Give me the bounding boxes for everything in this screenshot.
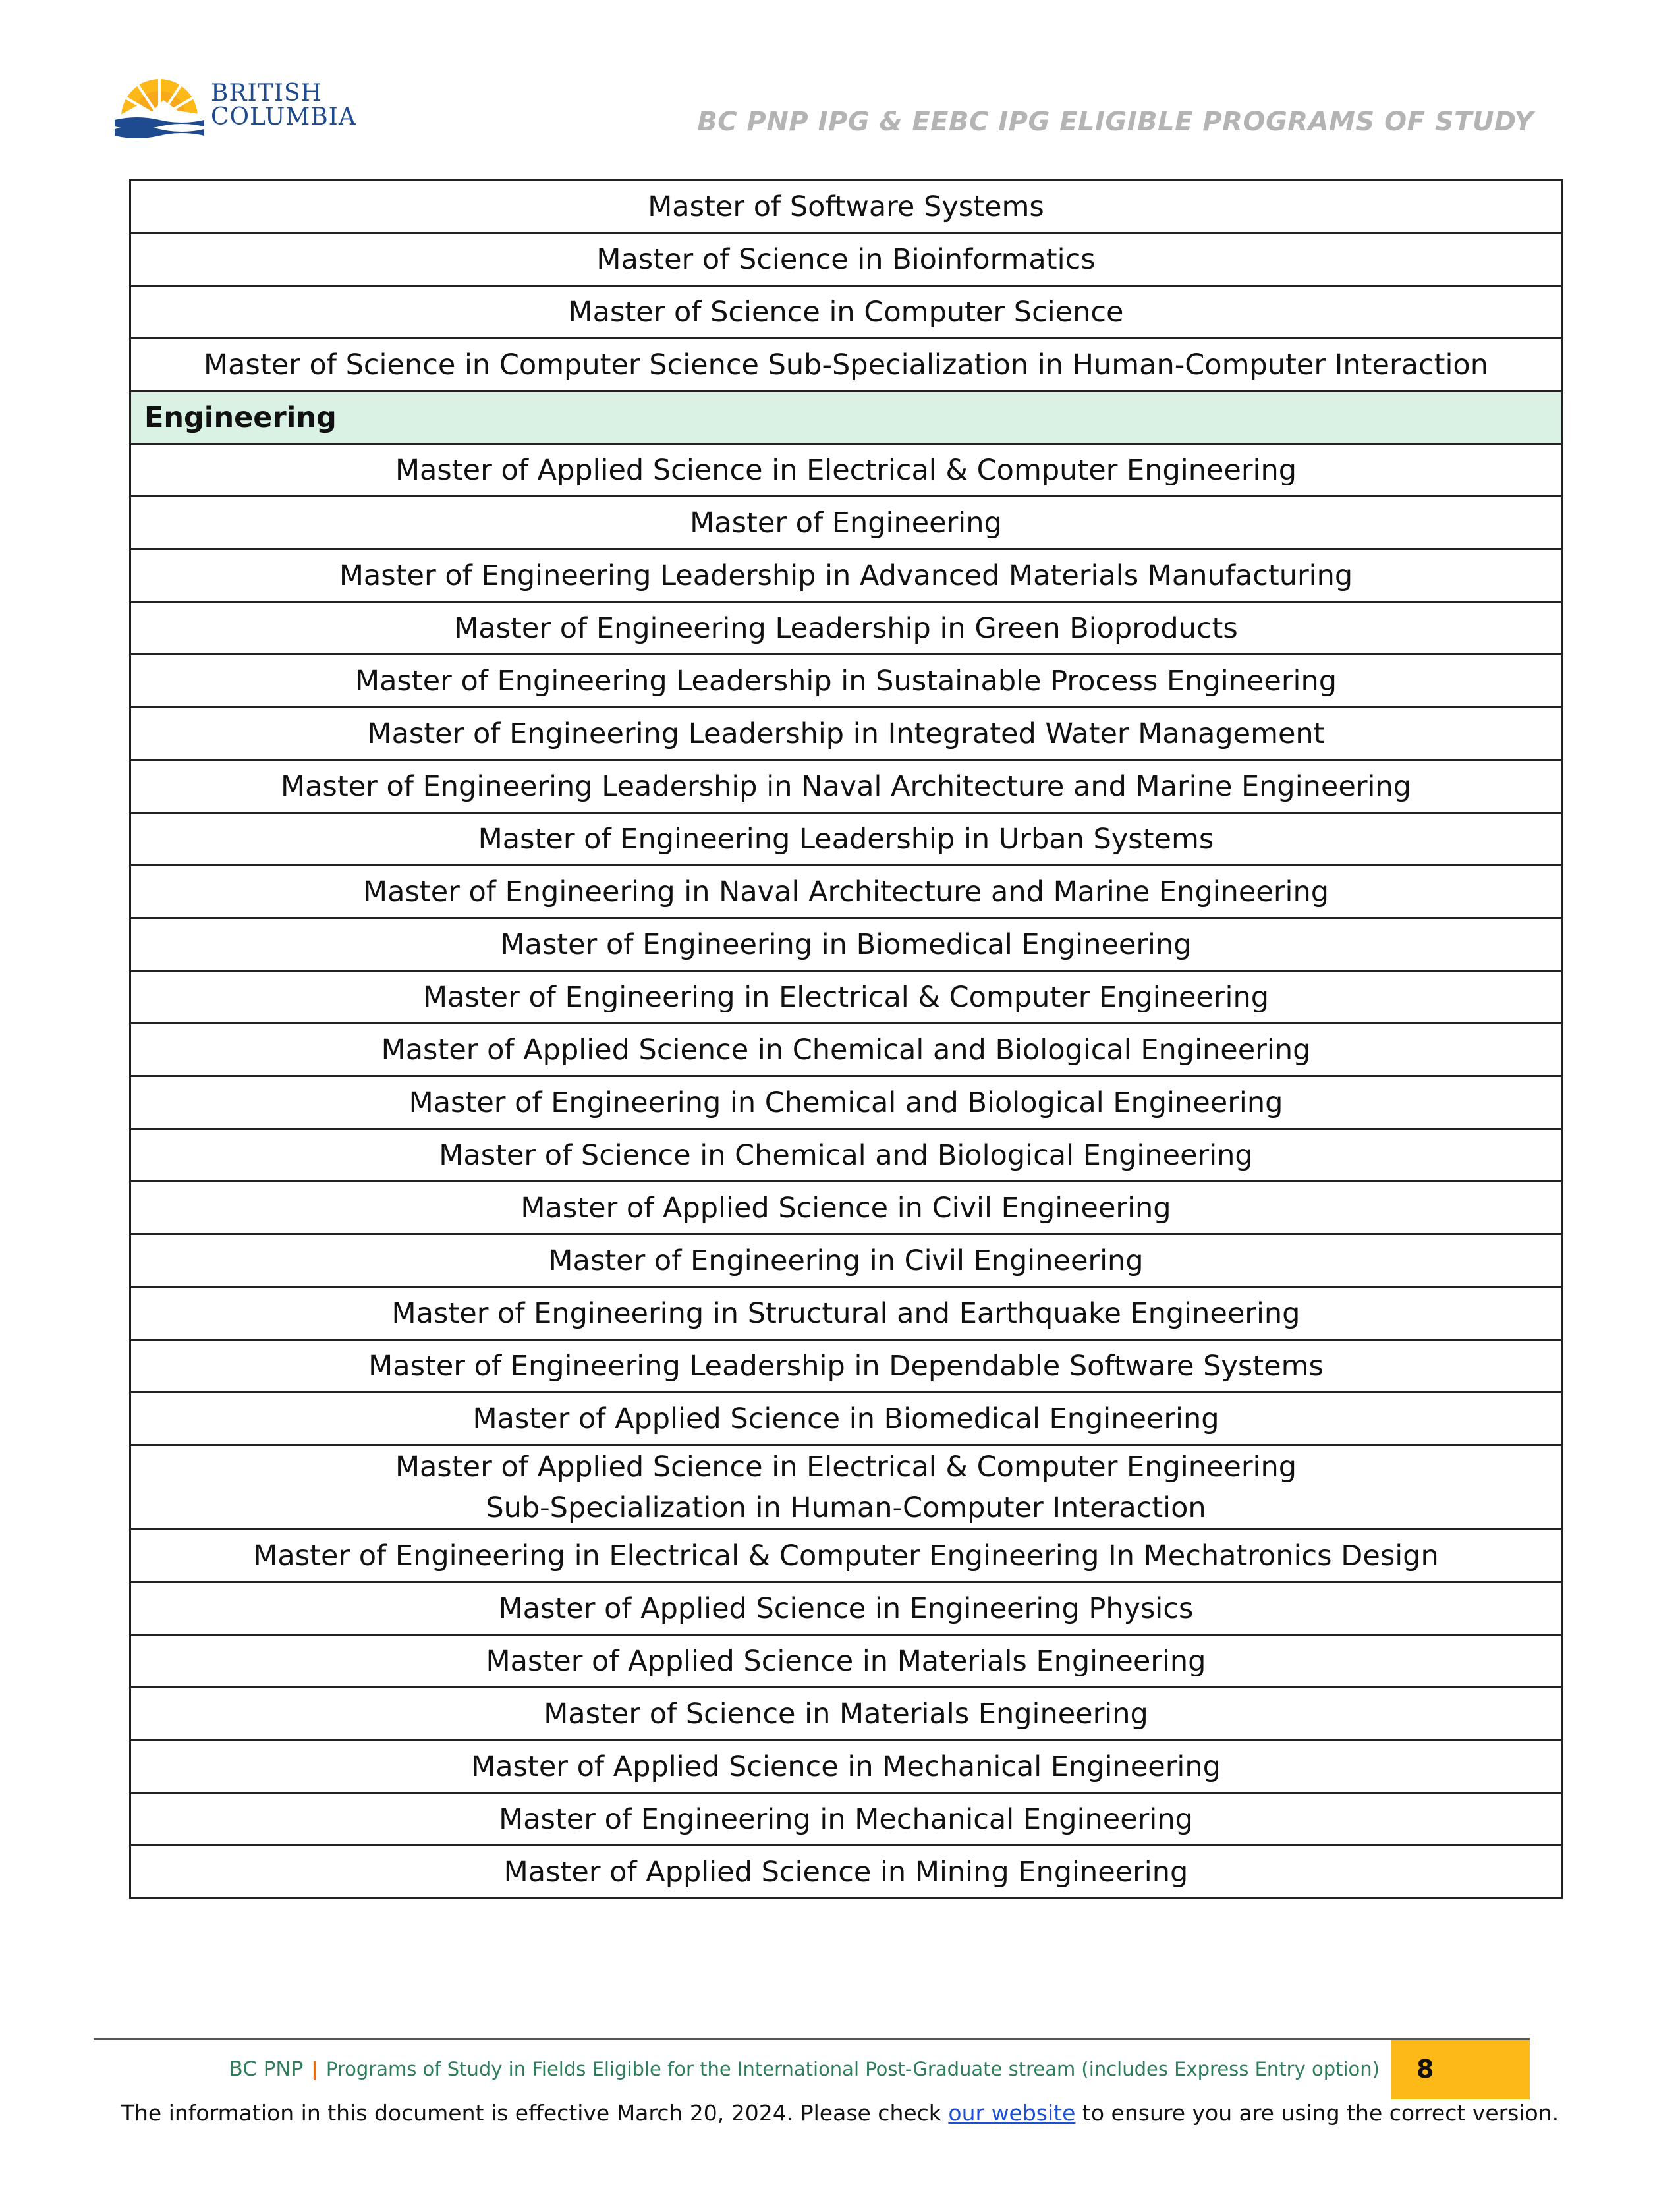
program-name: Master of Applied Science in Electrical & Computer Engineering	[130, 444, 1562, 497]
program-row	[130, 497, 1562, 549]
section-header-row	[130, 391, 1562, 444]
effective-date-note	[0, 2100, 1680, 2126]
footer-org: BC PNP	[229, 2057, 304, 2081]
logo-line-1: BRITISH	[211, 80, 323, 107]
sunrise-over-mountains-icon	[113, 74, 206, 140]
program-row	[130, 1393, 1562, 1445]
program-name: Master of Applied Science in Chemical and Biological Engineering	[130, 1024, 1562, 1076]
program-row	[130, 655, 1562, 707]
program-row	[130, 1076, 1562, 1129]
program-name: Master of Engineering in Chemical and Biological Engineering	[130, 1076, 1562, 1129]
program-name: Master of Science in Chemical and Biological Engineering	[130, 1129, 1562, 1182]
bc-logo	[113, 74, 356, 146]
program-row	[130, 1793, 1562, 1846]
program-row	[130, 180, 1562, 233]
note-text-after: to ensure you are using the correct version.	[1075, 2100, 1559, 2126]
program-name: Master of Engineering Leadership in Integrated Water Management	[130, 707, 1562, 760]
page-number-box	[1391, 2040, 1530, 2099]
program-row	[130, 971, 1562, 1024]
program-name: Master of Engineering in Electrical & Computer Engineering	[130, 971, 1562, 1024]
program-row	[130, 1024, 1562, 1076]
program-row	[130, 444, 1562, 497]
section-header: Engineering	[130, 391, 1562, 444]
program-row	[130, 602, 1562, 655]
program-name: Master of Applied Science in Civil Engineering	[130, 1182, 1562, 1234]
program-row	[130, 1340, 1562, 1393]
website-link[interactable]: our website	[948, 2100, 1076, 2126]
program-row	[130, 1740, 1562, 1793]
program-name: Master of Applied Science in Materials Engineering	[130, 1635, 1562, 1688]
program-row	[130, 1530, 1562, 1582]
logo-wordmark	[211, 82, 356, 129]
note-text-before: The information in this document is effective March 20, 2024. Please check	[121, 2100, 949, 2126]
program-name: Master of Engineering Leadership in Dependable Software Systems	[130, 1340, 1562, 1393]
program-row	[130, 1445, 1562, 1530]
program-name: Master of Science in Computer Science	[130, 286, 1562, 339]
program-name: Master of Engineering Leadership in Advanced Materials Manufacturing	[130, 549, 1562, 602]
program-name-line-2: Sub-Specialization in Human-Computer Interaction	[486, 1491, 1206, 1524]
program-row	[130, 760, 1562, 813]
program-name: Master of Engineering in Mechanical Engineering	[130, 1793, 1562, 1846]
document-title: BC PNP IPG & EEBC IPG ELIGIBLE PROGRAMS OF STUDY	[697, 107, 1534, 137]
program-row	[130, 286, 1562, 339]
program-name: Master of Science in Materials Engineering	[130, 1688, 1562, 1740]
program-row	[130, 1287, 1562, 1340]
program-name: Master of Science in Computer Science Sub-Specialization in Human-Computer Interaction	[130, 339, 1562, 391]
program-row	[130, 549, 1562, 602]
program-name: Master of Engineering in Civil Engineering	[130, 1234, 1562, 1287]
program-row	[130, 233, 1562, 286]
footer-stream-text: Programs of Study in Fields Eligible for the International Post-Graduate stream (includes Express Entry option)	[325, 2058, 1380, 2080]
footer-description	[229, 2057, 1380, 2081]
program-row	[130, 813, 1562, 866]
program-name: Master of Engineering in Electrical & Computer Engineering In Mechatronics Design	[130, 1530, 1562, 1582]
program-row	[130, 1129, 1562, 1182]
program-name: Master of Engineering in Naval Architecture and Marine Engineering	[130, 866, 1562, 918]
program-name: Master of Engineering Leadership in Naval Architecture and Marine Engineering	[130, 760, 1562, 813]
footer-separator: |	[311, 2058, 318, 2080]
program-name-line-1: Master of Applied Science in Electrical & Computer Engineering	[395, 1450, 1297, 1483]
program-name	[130, 1445, 1562, 1530]
program-row	[130, 1582, 1562, 1635]
program-row	[130, 339, 1562, 391]
program-name: Master of Applied Science in Mechanical Engineering	[130, 1740, 1562, 1793]
program-name: Master of Software Systems	[130, 180, 1562, 233]
program-name: Master of Applied Science in Mining Engineering	[130, 1846, 1562, 1898]
program-name: Master of Engineering Leadership in Urban Systems	[130, 813, 1562, 866]
program-row	[130, 1234, 1562, 1287]
program-name: Master of Applied Science in Biomedical Engineering	[130, 1393, 1562, 1445]
programs-table	[129, 179, 1563, 1899]
program-row	[130, 866, 1562, 918]
program-row	[130, 1182, 1562, 1234]
program-row	[130, 1688, 1562, 1740]
program-row	[130, 918, 1562, 971]
logo-line-2: COLUMBIA	[211, 103, 356, 130]
program-row	[130, 1635, 1562, 1688]
program-row	[130, 707, 1562, 760]
page-number: 8	[1416, 2055, 1434, 2084]
footer-bar	[94, 2040, 1530, 2099]
program-name: Master of Science in Bioinformatics	[130, 233, 1562, 286]
program-name: Master of Engineering Leadership in Green Bioproducts	[130, 602, 1562, 655]
program-name: Master of Engineering	[130, 497, 1562, 549]
program-row	[130, 1846, 1562, 1898]
program-name: Master of Engineering in Biomedical Engineering	[130, 918, 1562, 971]
program-name: Master of Engineering Leadership in Sustainable Process Engineering	[130, 655, 1562, 707]
program-name: Master of Applied Science in Engineering Physics	[130, 1582, 1562, 1635]
program-name: Master of Engineering in Structural and Earthquake Engineering	[130, 1287, 1562, 1340]
